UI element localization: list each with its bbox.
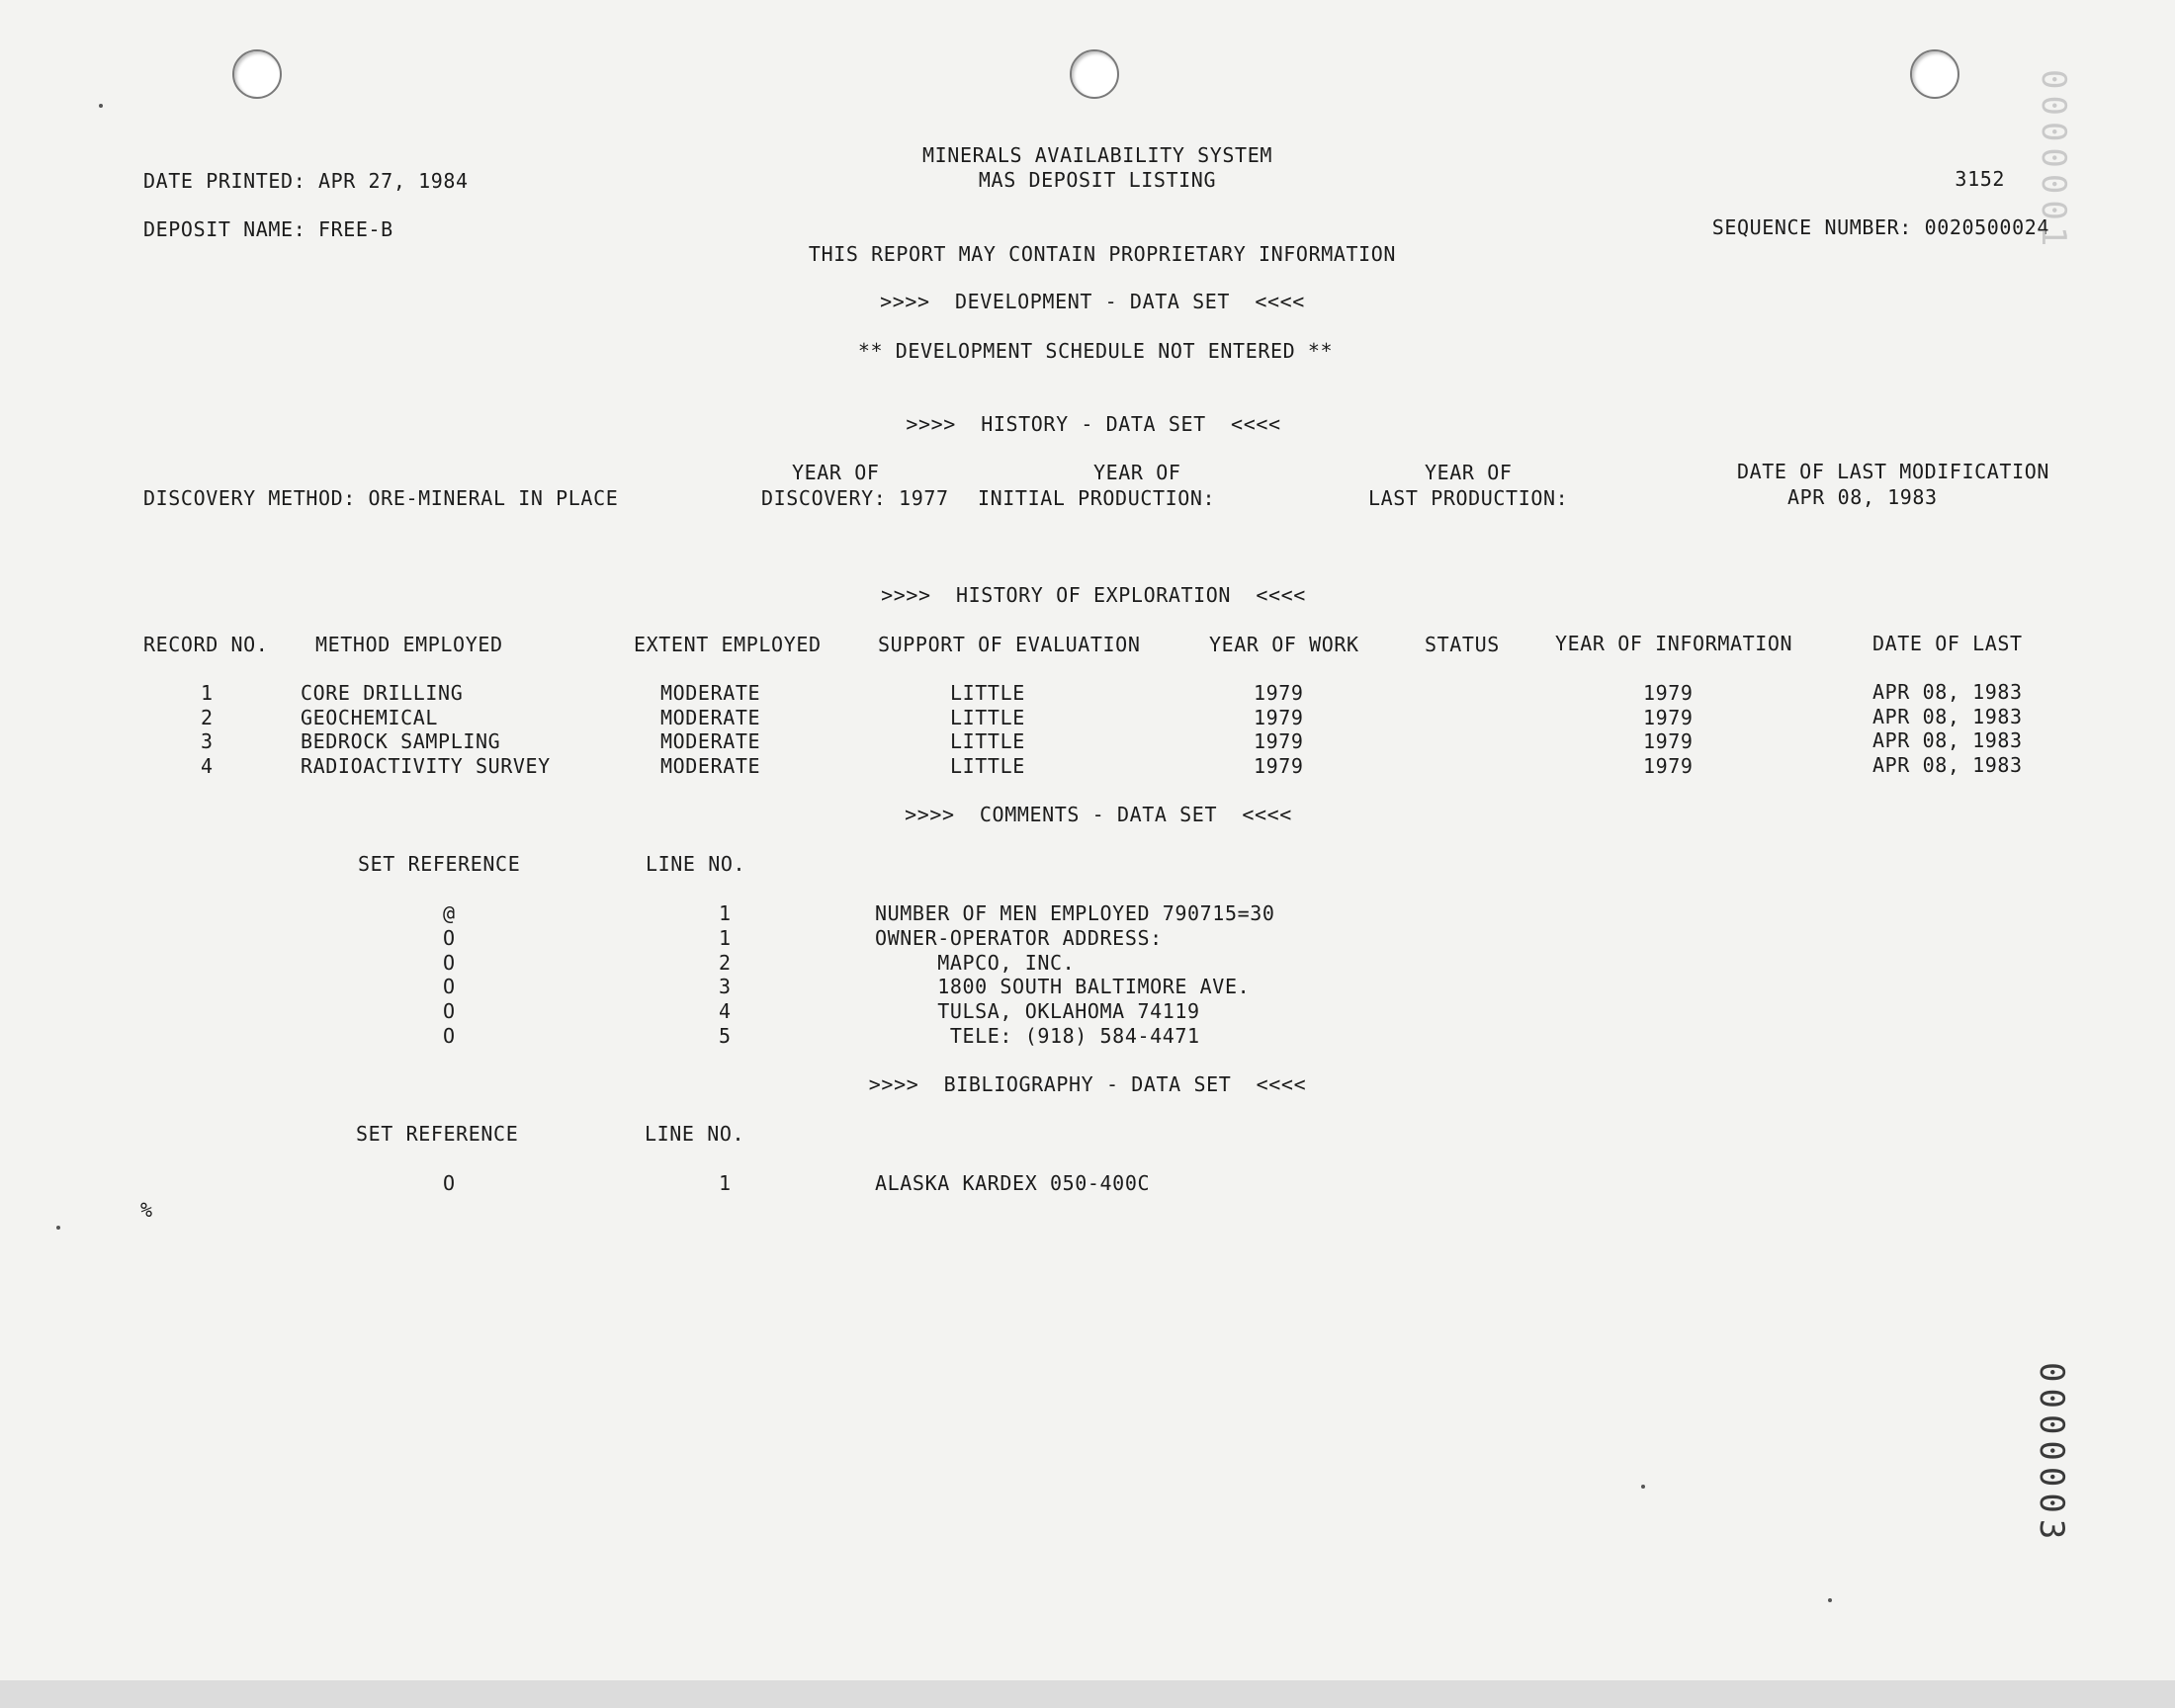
comment-ref: O	[443, 926, 456, 950]
table-cell-year-work: 1979	[1254, 754, 1304, 778]
comment-text: MAPCO, INC.	[875, 951, 1076, 975]
table-cell-method: GEOCHEMICAL	[301, 706, 439, 729]
table-cell-record: 2	[201, 706, 214, 729]
speck	[56, 1226, 60, 1230]
year-of-discovery-label: YEAR OF	[792, 461, 880, 484]
col-status: STATUS	[1425, 633, 1500, 656]
comment-text: TELE: (918) 584-4471	[875, 1024, 1200, 1048]
comment-ref: O	[443, 951, 456, 975]
comment-line: 1	[719, 926, 732, 950]
table-cell-date-last: APR 08, 1983	[1872, 680, 2023, 704]
comment-line: 2	[719, 951, 732, 975]
table-cell-record: 1	[201, 681, 214, 705]
bibliography-col-line-no: LINE NO.	[645, 1122, 745, 1146]
year-of-initial-label: YEAR OF	[1093, 461, 1181, 484]
table-cell-record: 4	[201, 754, 214, 778]
comments-col-line-no: LINE NO.	[646, 852, 746, 876]
development-heading: >>>> DEVELOPMENT - DATA SET <<<<	[880, 290, 1305, 313]
col-date-of-last: DATE OF LAST	[1872, 632, 2023, 655]
exploration-heading: >>>> HISTORY OF EXPLORATION <<<<	[881, 583, 1306, 607]
table-cell-extent: MODERATE	[660, 681, 761, 705]
deposit-name: DEPOSIT NAME: FREE-B	[143, 217, 393, 241]
initial-production-label: INITIAL PRODUCTION:	[978, 486, 1216, 510]
speck	[1641, 1485, 1645, 1489]
comment-ref: O	[443, 999, 456, 1023]
listing-title: MAS DEPOSIT LISTING	[978, 168, 1217, 192]
year-of-last-label: YEAR OF	[1425, 461, 1513, 484]
table-cell-year-info: 1979	[1643, 729, 1694, 753]
bibliography-line: 1	[719, 1171, 732, 1195]
margin-stamp-faint: 0000001	[2034, 69, 2073, 253]
comment-line: 1	[719, 901, 732, 925]
scan-edge	[0, 1680, 2175, 1708]
year-of-discovery-value: DISCOVERY: 1977	[761, 486, 949, 510]
system-title: MINERALS AVAILABILITY SYSTEM	[922, 143, 1272, 167]
last-modification-label: DATE OF LAST MODIFICATION	[1736, 460, 2049, 483]
table-cell-support: LITTLE	[950, 729, 1025, 753]
comment-line: 4	[719, 999, 732, 1023]
proprietary-notice: THIS REPORT MAY CONTAIN PROPRIETARY INFORMATION	[808, 242, 1397, 266]
table-cell-date-last: APR 08, 1983	[1872, 705, 2023, 728]
bibliography-heading: >>>> BIBLIOGRAPHY - DATA SET <<<<	[868, 1072, 1307, 1096]
speck	[99, 104, 103, 108]
table-cell-year-info: 1979	[1643, 754, 1694, 778]
comment-line: 3	[719, 975, 732, 998]
table-cell-extent: MODERATE	[660, 754, 761, 778]
comment-ref: @	[443, 901, 456, 925]
table-cell-method: RADIOACTIVITY SURVEY	[301, 754, 551, 778]
table-cell-date-last: APR 08, 1983	[1872, 753, 2023, 777]
comment-ref: O	[443, 1024, 456, 1048]
table-cell-method: CORE DRILLING	[301, 681, 464, 705]
col-extent-employed: EXTENT EMPLOYED	[634, 633, 822, 656]
table-cell-year-work: 1979	[1254, 729, 1304, 753]
bibliography-col-set-reference: SET REFERENCE	[356, 1122, 519, 1146]
end-of-record-mark: %	[140, 1198, 153, 1222]
history-heading: >>>> HISTORY - DATA SET <<<<	[906, 412, 1281, 436]
margin-stamp: 0000003	[2032, 1362, 2071, 1546]
comment-line: 5	[719, 1024, 732, 1048]
comment-text: 1800 SOUTH BALTIMORE AVE.	[875, 975, 1251, 998]
bibliography-text: ALASKA KARDEX 050-400C	[875, 1171, 1151, 1195]
table-cell-extent: MODERATE	[660, 729, 761, 753]
table-cell-support: LITTLE	[950, 706, 1025, 729]
comments-col-set-reference: SET REFERENCE	[358, 852, 521, 876]
table-cell-year-work: 1979	[1254, 706, 1304, 729]
comment-text: TULSA, OKLAHOMA 74119	[875, 999, 1200, 1023]
development-note: ** DEVELOPMENT SCHEDULE NOT ENTERED **	[857, 339, 1334, 363]
table-cell-year-info: 1979	[1643, 706, 1694, 729]
col-method-employed: METHOD EMPLOYED	[315, 633, 503, 656]
page-number: 3152	[1955, 167, 2005, 191]
col-year-of-work: YEAR OF WORK	[1209, 633, 1359, 656]
last-modification-date: APR 08, 1983	[1787, 485, 1938, 509]
bibliography-ref: O	[443, 1171, 456, 1195]
table-cell-support: LITTLE	[950, 754, 1025, 778]
col-year-of-information: YEAR OF INFORMATION	[1555, 632, 1793, 655]
table-cell-extent: MODERATE	[660, 706, 761, 729]
table-cell-support: LITTLE	[950, 681, 1025, 705]
punch-hole-center	[1070, 49, 1119, 99]
table-cell-date-last: APR 08, 1983	[1872, 728, 2023, 752]
comment-text: OWNER-OPERATOR ADDRESS:	[875, 926, 1163, 950]
table-cell-year-info: 1979	[1643, 681, 1694, 705]
table-cell-year-work: 1979	[1254, 681, 1304, 705]
sequence-number: SEQUENCE NUMBER: 0020500024	[1711, 215, 2049, 239]
comment-ref: O	[443, 975, 456, 998]
speck	[1828, 1598, 1832, 1602]
last-production-label: LAST PRODUCTION:	[1368, 486, 1569, 510]
comments-heading: >>>> COMMENTS - DATA SET <<<<	[905, 803, 1292, 826]
punch-hole-left	[232, 49, 282, 99]
table-cell-method: BEDROCK SAMPLING	[301, 729, 501, 753]
discovery-method: DISCOVERY METHOD: ORE-MINERAL IN PLACE	[143, 486, 619, 510]
punch-hole-right	[1910, 49, 1959, 99]
col-support-evaluation: SUPPORT OF EVALUATION	[878, 633, 1141, 656]
comment-text: NUMBER OF MEN EMPLOYED 790715=30	[875, 901, 1275, 925]
date-printed: DATE PRINTED: APR 27, 1984	[143, 169, 469, 193]
table-cell-record: 3	[201, 729, 214, 753]
col-record-no: RECORD NO.	[143, 633, 269, 656]
